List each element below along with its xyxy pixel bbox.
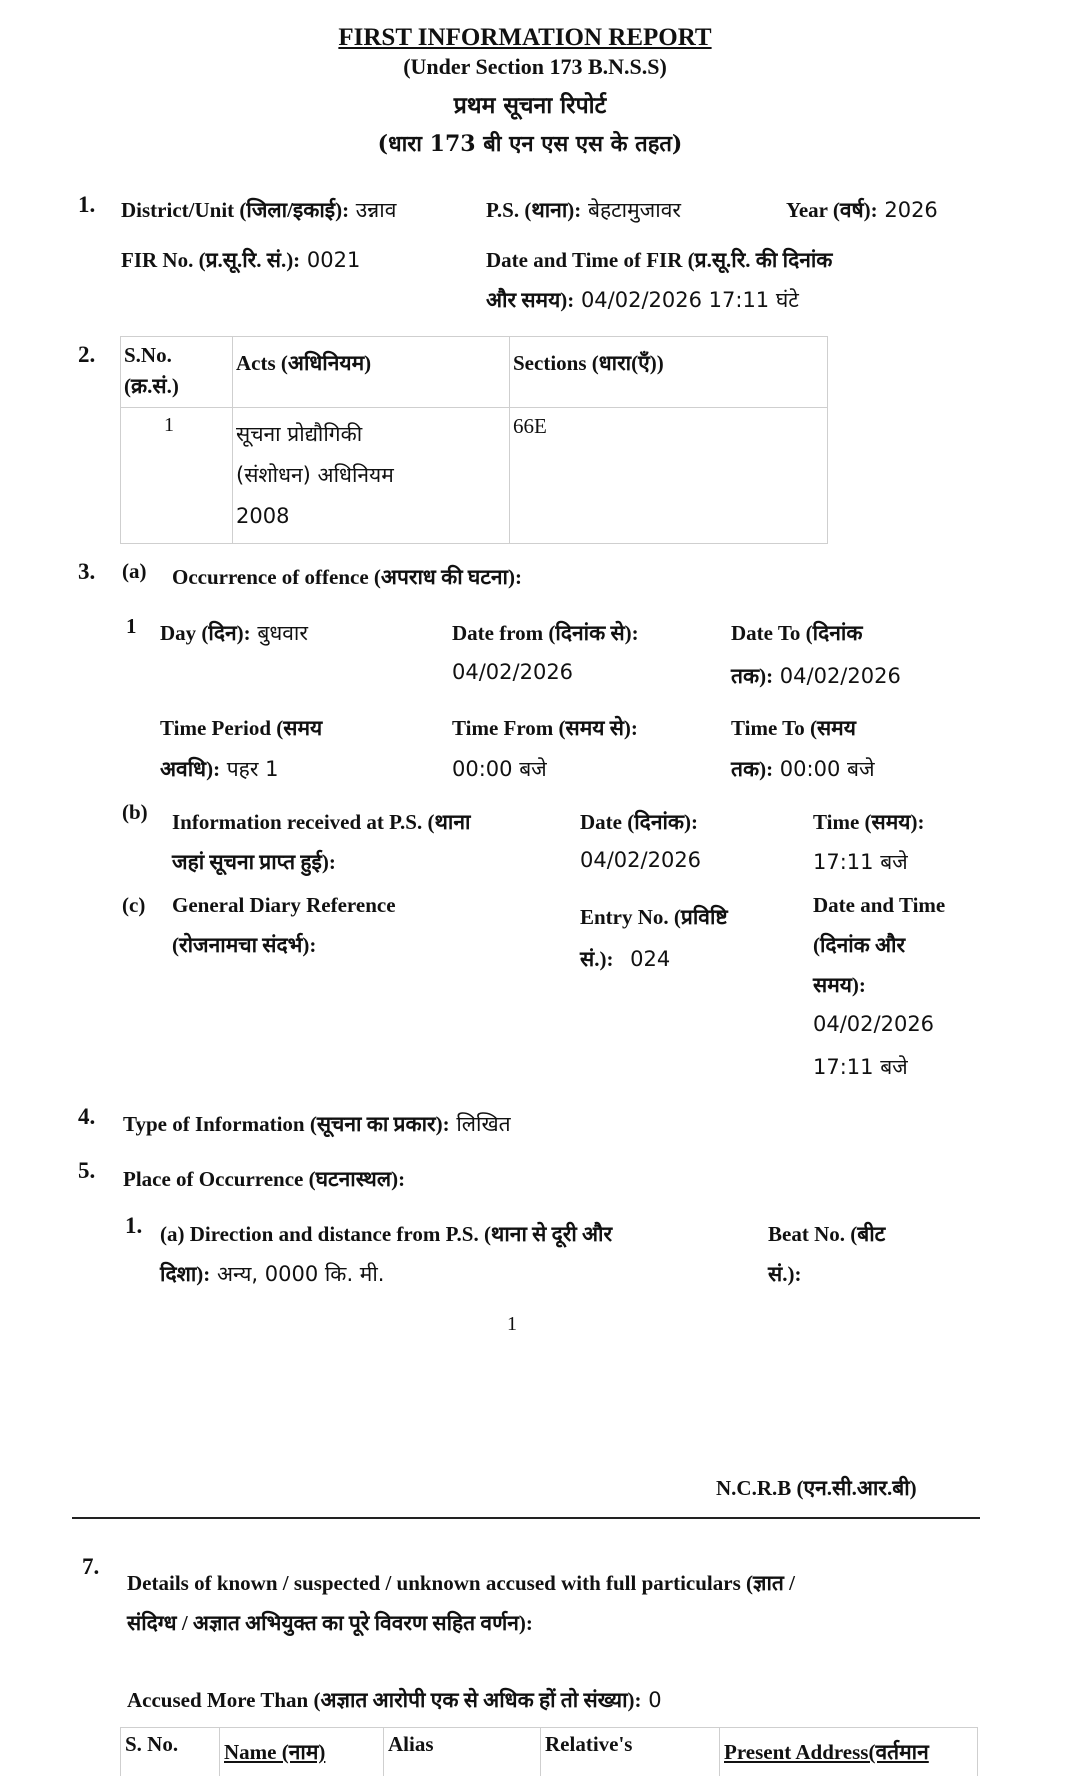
table-header-row [121,337,828,408]
beat-no-label-2: सं.): [768,1260,801,1288]
header-sections [510,337,828,408]
time-to-field [731,755,875,783]
place-subsection-number: 1. [125,1213,142,1239]
section-3-number: 3. [78,559,95,585]
occurrence-title: Occurrence of offence (अपराध की घटना): [172,563,522,591]
accused-details-title-1: Details of known / suspected / unknown accused with full particulars (ज्ञात / [127,1569,795,1597]
entry-no-field [580,945,670,973]
time-from-label: Time From (समय से): [452,714,638,742]
ncrb-label: N.C.R.B (एन.सी.आर.बी) [716,1474,917,1502]
police-station-field [486,196,681,224]
gd-datetime-value-2: 17:11 बजे [813,1053,908,1081]
page-divider [72,1517,980,1519]
time-period-field [160,755,278,783]
gd-reference-title-1: General Diary Reference [172,893,396,918]
accused-col-relatives [541,1728,720,1776]
fir-label: FIR No. (प्र.सू.रि. सं.): [121,248,300,272]
entry-no-label: Entry No. (प्रविष्टि [580,903,728,931]
row-act-line3: 2008 [236,496,506,537]
header-sno-line2: (क्र.सं.) [124,372,229,400]
day-label: Day (दिन): [160,621,251,645]
accused-col-alias-label: Alias [388,1732,434,1756]
ps-label: P.S. (थाना): [486,198,581,222]
header-sno [121,337,233,408]
header-sno-line1: S.No. [124,343,229,368]
section-1-number: 1. [78,192,95,218]
accused-col-address [720,1728,978,1776]
accused-table [120,1727,978,1776]
place-of-occurrence-label: Place of Occurrence (घटनास्थल): [123,1165,405,1193]
ps-value: बेहटामुजावर [588,198,681,222]
subsection-a-label: (a) [122,559,147,584]
section-7-number: 7. [82,1554,99,1580]
day-value: बुधवार [257,621,308,645]
accused-col-alias [384,1728,541,1776]
entry-no-label-2: सं.): [580,947,613,971]
gd-datetime-label-3: समय): [813,971,866,999]
direction-distance-label-2: दिशा): [160,1262,210,1286]
accused-col-name [220,1728,384,1776]
accused-col-sno-label: S. No. [125,1732,178,1756]
day-field [160,619,308,647]
info-received-title-1: Information received at P.S. (थाना [172,808,470,836]
direction-distance-field [160,1260,384,1288]
direction-distance-value: अन्य, 0000 कि. मी. [217,1262,384,1286]
type-of-information-value: लिखित [456,1112,510,1136]
time-to-label: Time To (समय [731,714,856,742]
accused-col-name-label: Name (नाम) [224,1738,325,1766]
year-label: Year (वर्ष): [786,198,878,222]
section-2-number: 2. [78,342,95,368]
direction-distance-label: (a) Direction and distance from P.S. (थाना से दूरी और [160,1220,612,1248]
report-title-hindi: प्रथम सूचना रिपोर्ट [0,88,1060,120]
subsection-c-label: (c) [122,893,145,918]
acts-sections-table [120,336,828,544]
accused-col-address-label: Present Address(वर्तमान [724,1738,929,1766]
year-field [786,196,938,224]
time-period-value: पहर 1 [227,757,279,781]
time-period-label: Time Period (समय [160,714,322,742]
time-to-value: 00:00 बजे [780,757,875,781]
header-acts-label: Acts (अधिनियम) [236,343,506,377]
accused-col-sno [121,1728,220,1776]
row-section: 66E [513,414,824,439]
cell-act [233,408,510,544]
entry-no-value: 024 [630,947,670,971]
accused-more-than-field [127,1686,662,1714]
report-subtitle: (Under Section 173 B.N.S.S) [0,54,1070,80]
accused-more-than-label: Accused More Than (अज्ञात आरोपी एक से अधिक हों तो संख्या): [127,1688,642,1712]
fir-value: 0021 [307,248,360,272]
subsection-b-label: (b) [122,800,148,825]
accused-table-header-row [121,1728,978,1776]
row-sno: 1 [124,414,229,437]
time-to-label-2: तक): [731,757,773,781]
fir-datetime-label-2: और समय): [486,288,574,312]
section-5-number: 5. [78,1158,95,1184]
type-of-information-label: Type of Information (सूचना का प्रकार): [123,1112,450,1136]
cell-sno [121,408,233,544]
date-to-field [731,662,901,690]
fir-datetime-field [486,286,799,314]
beat-no-label-1: Beat No. (बीट [768,1220,885,1248]
date-to-value: 04/02/2026 [780,664,901,688]
info-date-label: Date (दिनांक): [580,808,698,836]
header-acts [233,337,510,408]
date-from-label: Date from (दिनांक से): [452,619,639,647]
fir-number-field [121,246,360,274]
table-row [121,408,828,544]
time-from-value: 00:00 बजे [452,755,547,783]
date-from-value: 04/02/2026 [452,660,573,684]
type-of-information-field [123,1110,511,1138]
page-number: 1 [507,1313,517,1336]
district-field [121,196,396,224]
report-subtitle-hindi: (धारा 173 बी एन एस एस के तहत) [0,128,1060,158]
gd-reference-title-2: (रोजनामचा संदर्भ): [172,931,316,959]
gd-datetime-value-1: 04/02/2026 [813,1012,934,1036]
row-act-line2: (संशोधन) अधिनियम [236,455,506,496]
date-to-label-2: तक): [731,664,773,688]
accused-more-than-value: 0 [648,1688,661,1712]
accused-details-title-2: संदिग्ध / अज्ञात अभियुक्त का पूरे विवरण सहित वर्णन): [127,1609,533,1637]
occurrence-row-number: 1 [126,614,137,639]
info-received-title-2: जहां सूचना प्राप्त हुई): [172,848,336,876]
report-title: FIRST INFORMATION REPORT [0,24,1050,52]
cell-section [510,408,828,544]
district-label: District/Unit (जिला/इकाई): [121,198,349,222]
gd-datetime-label-1: Date and Time [813,893,945,918]
row-act-line1: सूचना प्रोद्यौगिकी [236,414,506,455]
info-date-value: 04/02/2026 [580,848,701,872]
accused-col-relatives-label: Relative's [545,1732,632,1756]
fir-datetime-value: 04/02/2026 17:11 घंटे [581,288,799,312]
time-period-label-2: अवधि): [160,757,220,781]
info-time-value: 17:11 बजे [813,848,908,876]
gd-datetime-label-2: (दिनांक और [813,931,905,959]
date-to-label: Date To (दिनांक [731,619,862,647]
district-value: उन्नाव [356,198,397,222]
info-time-label: Time (समय): [813,808,924,836]
fir-datetime-label: Date and Time of FIR (प्र.सू.रि. की दिनांक [486,246,832,274]
year-value: 2026 [884,198,937,222]
section-4-number: 4. [78,1104,95,1130]
header-sections-label: Sections (धारा(एँ)) [513,343,824,377]
